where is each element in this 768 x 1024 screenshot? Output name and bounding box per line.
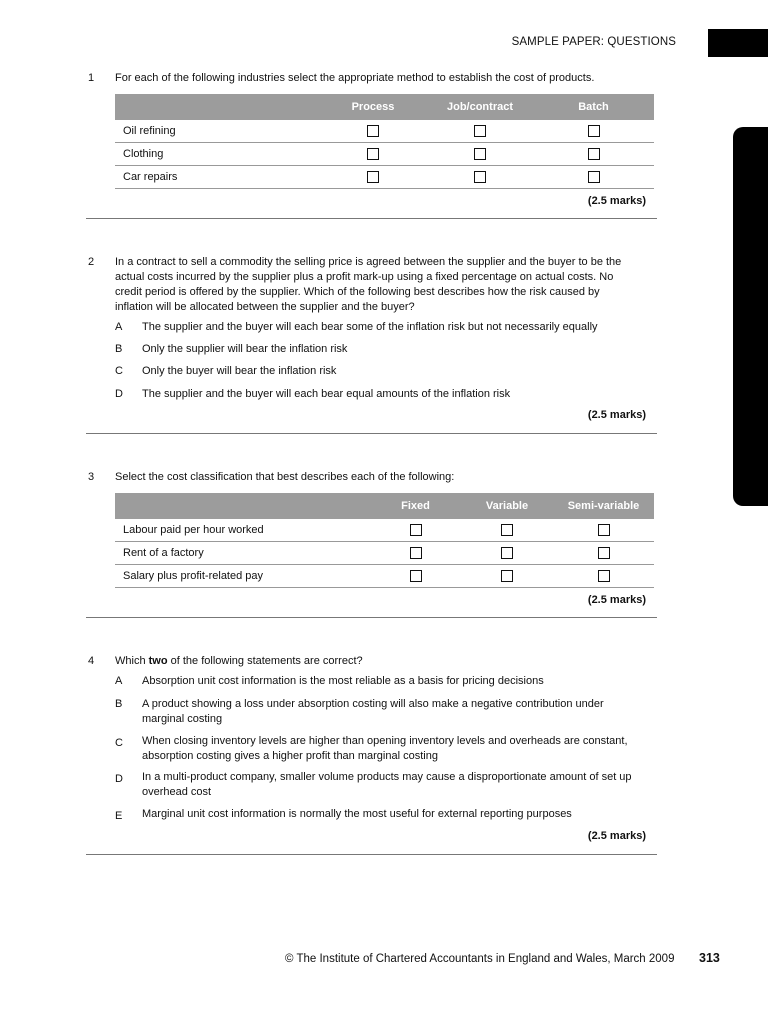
divider — [86, 854, 657, 855]
q1-col-batch: Batch — [533, 94, 654, 120]
q3-table — [115, 493, 654, 612]
checkbox[interactable] — [367, 125, 379, 137]
checkbox[interactable] — [410, 524, 422, 536]
q1-col-job-contract: Job/contract — [427, 94, 533, 120]
q3-col-fixed: Fixed — [370, 493, 461, 519]
option-letter: A — [115, 321, 123, 333]
table-row — [115, 542, 654, 565]
row-label: Car repairs — [115, 166, 319, 189]
q1-header-blank — [115, 94, 319, 120]
table-row — [115, 120, 654, 143]
checkbox[interactable] — [474, 148, 486, 160]
row-label: Rent of a factory — [115, 542, 370, 565]
header-title: SAMPLE PAPER: QUESTIONS — [511, 36, 676, 48]
question-text: In a contract to sell a commodity the selling price is agreed between the supplier and the buyer to be the actual costs incurred by the supplier plus a profit mark-up using a fixed percentage on actual costs. No credit period is offered by the supplier. Which of the following best describes how the risk caused by inflation will be allocated between the supplier and the buyer? — [115, 256, 622, 313]
divider — [86, 433, 657, 434]
question-text — [115, 654, 645, 669]
q3-header-blank — [115, 493, 370, 519]
option-letter: C — [115, 365, 123, 377]
question-text: Select the cost classification that best describes each of the following: — [115, 471, 455, 483]
option-letter: D — [115, 773, 123, 785]
question-text-post: of the following statements are correct? — [167, 655, 363, 667]
checkbox[interactable] — [588, 125, 600, 137]
marks-label: (2.5 marks) — [587, 830, 646, 842]
checkbox[interactable] — [501, 547, 513, 559]
footer-copyright: © The Institute of Chartered Accountants in England and Wales, March 2009 — [285, 953, 675, 965]
row-label: Salary plus profit-related pay — [115, 565, 370, 588]
row-label: Oil refining — [115, 120, 319, 143]
option-text: In a multi-product company, smaller volume products may cause a disproportionate amount of set up overhead cost — [142, 771, 632, 798]
option-letter: B — [115, 698, 123, 710]
page-number: 313 — [699, 951, 720, 965]
checkbox[interactable] — [588, 171, 600, 183]
option-text: Only the buyer will bear the inflation risk — [142, 365, 337, 377]
question-number: 2 — [88, 256, 95, 268]
table-row — [115, 565, 654, 588]
question-text: For each of the following industries select the appropriate method to establish the cost of products. — [115, 72, 595, 84]
table-row — [115, 166, 654, 189]
checkbox[interactable] — [501, 524, 513, 536]
option-letter: D — [115, 388, 123, 400]
option-text: When closing inventory levels are higher than opening inventory levels and overheads are constant, absorption costing gives a higher profit than marginal costing — [142, 735, 628, 762]
checkbox[interactable] — [410, 570, 422, 582]
q1-col-process: Process — [319, 94, 427, 120]
marks-label: (2.5 marks) — [587, 409, 646, 421]
checkbox[interactable] — [474, 125, 486, 137]
marks-label: (2.5 marks) — [587, 593, 646, 606]
checkbox[interactable] — [410, 547, 422, 559]
question-number: 1 — [88, 72, 95, 84]
divider — [86, 218, 657, 219]
divider — [86, 617, 657, 618]
option-text: The supplier and the buyer will each bear equal amounts of the inflation risk — [142, 388, 511, 400]
header-tab — [708, 29, 768, 57]
q3-col-variable: Variable — [461, 493, 553, 519]
checkbox[interactable] — [501, 570, 513, 582]
checkbox[interactable] — [367, 171, 379, 183]
table-row — [115, 519, 654, 542]
question-number: 4 — [88, 655, 95, 667]
checkbox[interactable] — [588, 148, 600, 160]
option-text: Only the supplier will bear the inflation risk — [142, 343, 348, 355]
side-tab — [733, 127, 768, 506]
q1-table — [115, 94, 654, 213]
row-label: Clothing — [115, 143, 319, 166]
question-text-pre: Which — [115, 655, 149, 667]
table-row — [115, 143, 654, 166]
option-letter: E — [115, 810, 123, 822]
option-text: Marginal unit cost information is normally the most useful for external reporting purposes — [142, 808, 572, 820]
checkbox[interactable] — [598, 547, 610, 559]
row-label: Labour paid per hour worked — [115, 519, 370, 542]
option-text: Absorption unit cost information is the most reliable as a basis for pricing decisions — [142, 675, 544, 687]
q3-col-semi-variable: Semi-variable — [553, 493, 654, 519]
marks-label: (2.5 marks) — [587, 194, 646, 207]
question-text-emphasis: two — [148, 655, 168, 667]
checkbox[interactable] — [367, 148, 379, 160]
checkbox[interactable] — [474, 171, 486, 183]
question-number: 3 — [88, 471, 95, 483]
checkbox[interactable] — [598, 524, 610, 536]
checkbox[interactable] — [598, 570, 610, 582]
option-letter: C — [115, 737, 123, 749]
option-letter: A — [115, 675, 123, 687]
option-text: The supplier and the buyer will each bear some of the inflation risk but not necessarily equally — [142, 321, 598, 333]
option-text: A product showing a loss under absorption costing will also make a negative contribution under marginal costing — [142, 698, 604, 725]
option-letter: B — [115, 343, 123, 355]
